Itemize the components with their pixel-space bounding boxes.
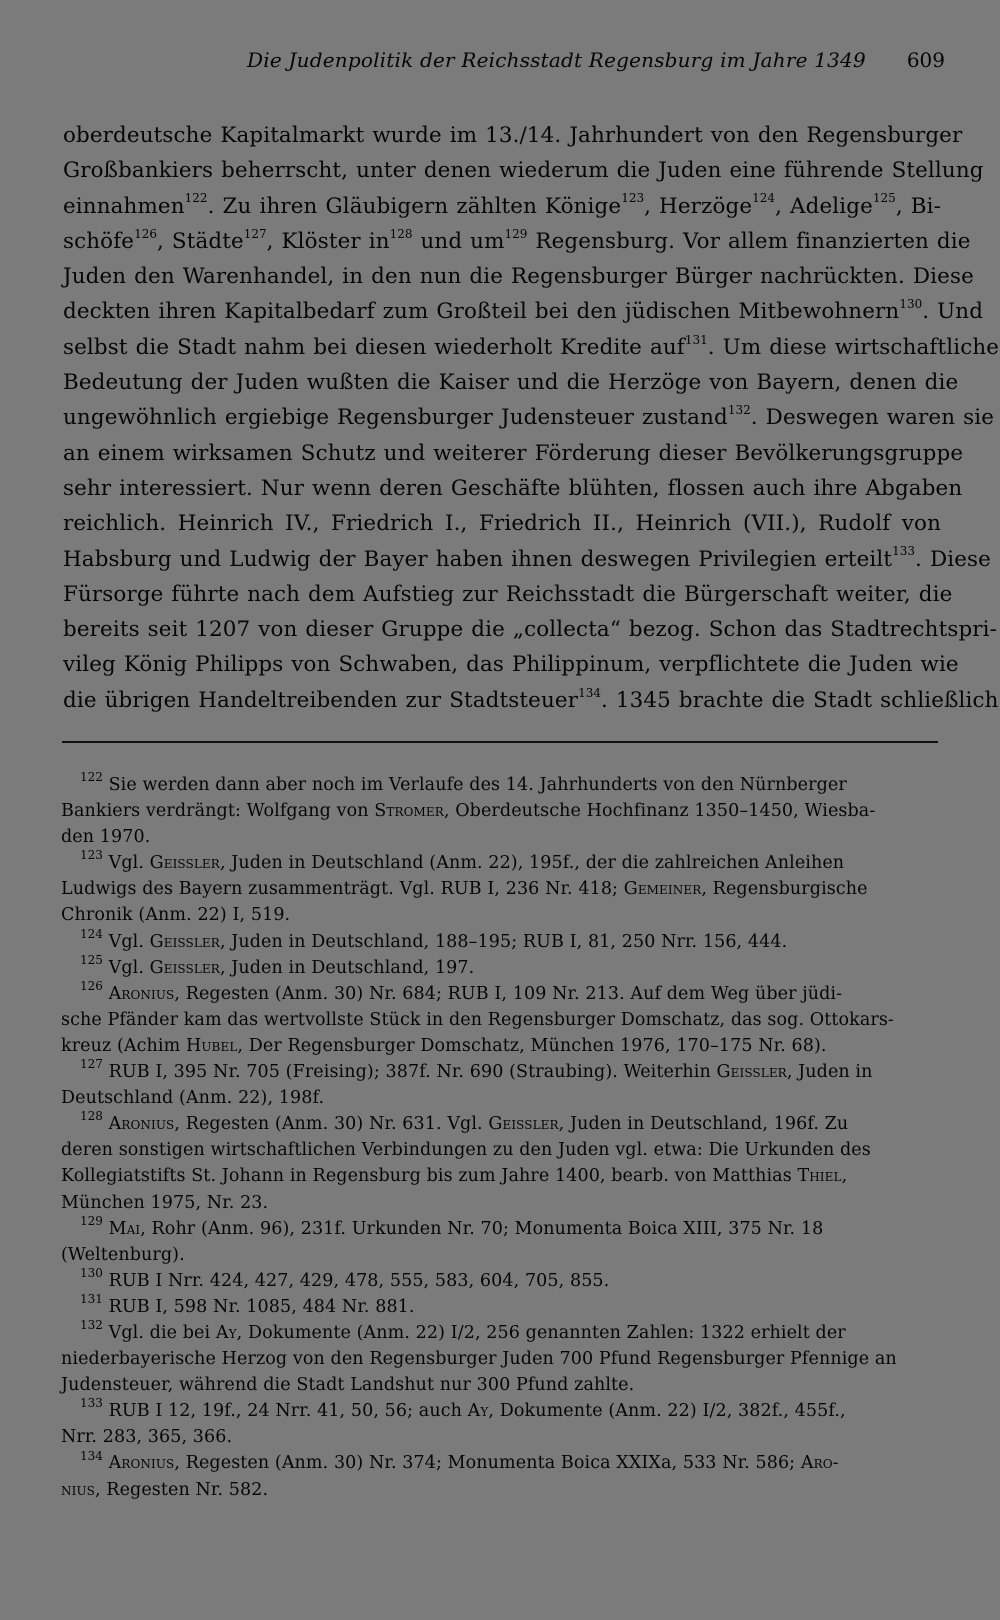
text-line: bereits seit 1207 von dieser Gruppe die „collecta“ bezog. Schon das Stadtrechtspri- <box>63 617 998 643</box>
page-number: 609 <box>906 48 945 72</box>
footnote-number: 133 <box>80 1396 103 1411</box>
footnote-line <box>61 1213 939 1242</box>
footnote-line <box>61 876 939 902</box>
running-header <box>62 48 945 78</box>
footnote <box>61 952 939 981</box>
footnote-line <box>61 978 939 1007</box>
footnote-number: 123 <box>80 848 103 863</box>
footnote <box>61 1320 939 1398</box>
footnote-line <box>61 1320 939 1346</box>
running-title: Die Judenpolitik der Reichsstadt Regensburg im Jahre 1349 <box>247 48 866 72</box>
footnote-line <box>61 1190 939 1216</box>
footnote-text: Bankiers verdrängt: Wolfgang von Stromer, Oberdeutsche Hochfinanz 1350–1450, Wiesba- <box>61 801 876 822</box>
footnote-number: 122 <box>80 770 103 785</box>
footnote-text: nius, Regesten Nr. 582. <box>61 1479 269 1500</box>
footnote-text: deren sonstigen wirtschaftlichen Verbindungen zu den Juden vgl. etwa: Die Urkunden des <box>61 1140 871 1161</box>
footnote-text: niederbayerische Herzog von den Regensburger Juden 700 Pfund Regensburger Pfennige an <box>61 1349 897 1370</box>
footnote-line <box>61 1059 939 1085</box>
footnote-line <box>61 798 939 824</box>
footnote-text: Vgl. Geissler, Juden in Deutschland, 188–195; RUB I, 81, 250 Nrr. 156, 444. <box>108 931 788 952</box>
footnote-text: Vgl. die bei Ay, Dokumente (Anm. 22) I/2, 256 genannten Zahlen: 1322 erhielt der <box>108 1322 846 1343</box>
text-line: Bedeutung der Juden wußten die Kaiser und die Herzöge von Bayern, denen die <box>63 370 959 396</box>
footnote-line <box>61 1372 939 1398</box>
footnote <box>61 850 939 928</box>
text-line: deckten ihren Kapitalbedarf zum Großteil bei den jüdischen Mitbewohnern$^{130}$. Und <box>63 297 984 325</box>
footnote-number: 125 <box>80 952 103 967</box>
footnote <box>61 1450 939 1502</box>
footnote-text: den 1970. <box>61 827 151 848</box>
text-line: einnahmen$^{122}$. Zu ihren Gläubigern zählten Könige$^{123}$, Herzöge$^{124}$, Adelige$^{125}$, Bi- <box>63 191 941 219</box>
footnote-text: Kollegiatstifts St. Johann in Regensburg bis zum Jahre 1400, bearb. von Matthias Thiel, <box>61 1166 848 1187</box>
footnote-number: 126 <box>80 978 103 993</box>
footnote-line <box>61 1477 939 1503</box>
footnote-number: 128 <box>80 1109 103 1124</box>
footnote-text: RUB I, 395 Nr. 705 (Freising); 387f. Nr. 690 (Straubing). Weiterhin Geissler, Juden in <box>108 1062 873 1083</box>
text-line: selbst die Stadt nahm bei diesen wiederholt Kredite auf$^{131}$. Um diese wirtschaftliche <box>63 332 1000 360</box>
footnote-text: Mai, Rohr (Anm. 96), 231f. Urkunden Nr. 70; Monumenta Boica XIII, 375 Nr. 18 <box>108 1218 824 1239</box>
text-line: ungewöhnlich ergiebige Regensburger Judensteuer zustand$^{132}$. Deswegen waren sie <box>63 403 995 431</box>
footnote <box>61 1294 939 1320</box>
footnote <box>61 772 939 850</box>
text-line: sehr interessiert. Nur wenn deren Geschäfte blühten, flossen auch ihre Abgaben <box>63 475 963 501</box>
main-text <box>63 118 1000 718</box>
text-line: Großbankiers beherrscht, unter denen wiederum die Juden eine führende Stellung <box>63 158 984 184</box>
text-line: reichlich. Heinrich IV., Friedrich I., Friedrich II., Heinrich (VII.), Rudolf von <box>63 511 941 537</box>
footnote-text: RUB I 12, 19f., 24 Nrr. 41, 50, 56; auch Ay, Dokumente (Anm. 22) I/2, 382f., 455f., <box>108 1401 846 1422</box>
footnote-line <box>61 1137 939 1163</box>
footnote-line <box>61 772 939 798</box>
footnote-text: Sie werden dann aber noch im Verlaufe des 14. Jahrhunderts von den Nürnberger <box>108 775 847 795</box>
text-line: vileg König Philipps von Schwaben, das Philippinum, verpflichtete die Juden wie <box>63 652 959 678</box>
footnote-line <box>61 1424 939 1450</box>
footnote <box>61 1398 939 1450</box>
footnote-text: RUB I, 598 Nr. 1085, 484 Nr. 881. <box>108 1296 415 1317</box>
footnote-text: kreuz (Achim Hubel, Der Regensburger Domschatz, München 1976, 170–175 Nr. 68). <box>61 1035 827 1056</box>
footnote-line <box>61 1033 939 1059</box>
footnote-number: 127 <box>80 1057 103 1072</box>
text-line: oberdeutsche Kapitalmarkt wurde im 13./14. Jahrhundert von den Regensburger <box>63 123 963 148</box>
footnote-line <box>61 952 939 981</box>
footnote-number: 131 <box>80 1292 103 1307</box>
footnote-line <box>61 824 939 850</box>
footnote-number: 132 <box>80 1318 103 1333</box>
footnote-line <box>61 1265 939 1294</box>
footnote-text: (Weltenburg). <box>61 1244 185 1265</box>
footnote-line <box>61 850 939 876</box>
footnote-text: Nrr. 283, 365, 366. <box>61 1427 233 1448</box>
footnote-text: Vgl. Geissler, Juden in Deutschland, 197. <box>108 957 475 978</box>
footnote-text: RUB I Nrr. 424, 427, 429, 478, 555, 583, 604, 705, 855. <box>108 1270 610 1291</box>
footnote <box>61 1059 939 1111</box>
footnote-text: München 1975, Nr. 23. <box>61 1192 269 1213</box>
footnote-number: 129 <box>80 1213 103 1228</box>
text-line: Habsburg und Ludwig der Bayer haben ihnen deswegen Privilegien erteilt$^{133}$. Diese <box>63 544 991 572</box>
footnote <box>61 978 939 1059</box>
footnote-line <box>61 1007 939 1033</box>
footnote-text: Ludwigs des Bayern zusammenträgt. Vgl. RUB I, 236 Nr. 418; Gemeiner, Regensburgische <box>61 879 868 900</box>
footnote-number: 124 <box>80 926 103 941</box>
text-line: Fürsorge führte nach dem Aufstieg zur Reichsstadt die Bürgerschaft weiter, die <box>63 581 953 607</box>
footnote-separator <box>62 741 938 743</box>
footnote-text: Aronius, Regesten (Anm. 30) Nr. 684; RUB I, 109 Nr. 213. Auf dem Weg über jüdi- <box>108 983 843 1004</box>
footnote <box>61 926 939 955</box>
footnote-number: 130 <box>80 1265 103 1280</box>
text-line: Juden den Warenhandel, in den nun die Regensburger Bürger nachrückten. Diese <box>63 264 974 290</box>
footnote-line <box>61 1085 939 1111</box>
footnote <box>61 1111 939 1215</box>
footnote-text: Deutschland (Anm. 22), 198f. <box>61 1088 325 1109</box>
footnote <box>61 1213 939 1268</box>
footnote-line <box>61 1346 939 1372</box>
footnote-line <box>61 1242 939 1268</box>
footnote-text: Vgl. Geissler, Juden in Deutschland (Anm. 22), 195f., der die zahlreichen Anleihen <box>108 853 845 874</box>
footnote-line <box>61 1294 939 1320</box>
footnote-line <box>61 1398 939 1424</box>
footnote-line <box>61 1111 939 1137</box>
footnote-text: Chronik (Anm. 22) I, 519. <box>61 905 291 926</box>
footnote-text: Aronius, Regesten (Anm. 30) Nr. 631. Vgl. Geissler, Juden in Deutschland, 196f. Zu <box>108 1114 849 1135</box>
footnotes <box>61 772 939 1503</box>
footnote-text: Aronius, Regesten (Anm. 30) Nr. 374; Monumenta Boica XXIXa, 533 Nr. 586; Aro- <box>108 1453 839 1474</box>
footnote-line <box>61 1450 939 1476</box>
footnote-line <box>61 926 939 955</box>
text-line: schöfe$^{126}$, Städte$^{127}$, Klöster $in^{128}$ und $um^{129}$ Regensburg. Vor allem finanzierten die <box>63 226 971 254</box>
text-line: die übrigen Handeltreibenden zur Stadtsteuer$^{134}$. 1345 brachte die Stadt schließlich <box>63 685 999 713</box>
footnote-text: sche Pfänder kam das wertvollste Stück in den Regensburger Domschatz, das sog. Ottokars- <box>61 1009 894 1030</box>
footnote-line <box>61 902 939 928</box>
text-line: an einem wirksamen Schutz und weiterer Förderung dieser Bevölkerungsgruppe <box>63 440 964 466</box>
footnote-text: Judensteuer, während die Stadt Landshut nur 300 Pfund zahlte. <box>61 1375 635 1396</box>
footnote-number: 134 <box>80 1448 103 1463</box>
footnote <box>61 1265 939 1294</box>
footnote-line <box>61 1163 939 1189</box>
